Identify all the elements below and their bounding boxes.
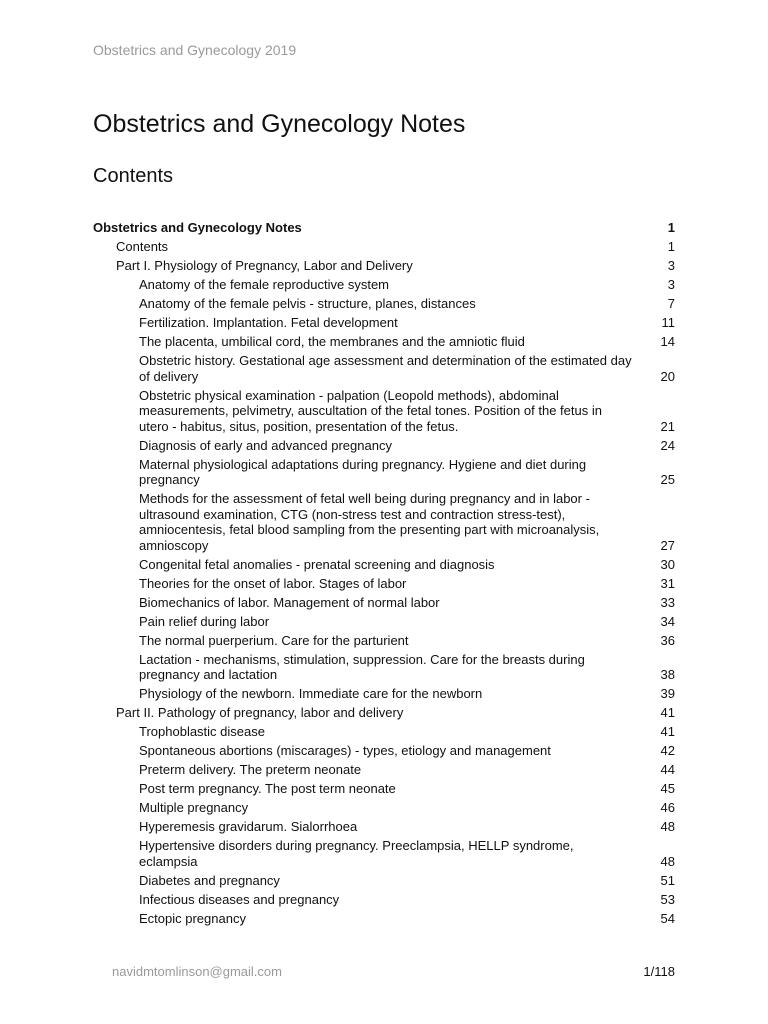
toc-entry-title: Part II. Pathology of pregnancy, labor and delivery [116,705,404,720]
toc-entry[interactable] [93,438,675,454]
toc-entry[interactable] [93,239,675,255]
toc-entry-title: The normal puerperium. Care for the parturient [139,632,409,648]
toc-entry-page-number: 21 [660,418,675,434]
contents-heading: Contents [93,165,174,187]
toc-entry-title: Obstetrics and Gynecology Notes [93,220,302,235]
toc-entry-page-number: 46 [660,800,675,815]
toc-entry-page-number: 25 [660,472,675,487]
toc-entry-title: Part I. Physiology of Pregnancy, Labor and Delivery [116,258,413,273]
toc-entry-page-number: 11 [661,315,675,330]
toc-entry-page-number: 3 [667,277,675,292]
toc-entry-title: Hypertensive disorders during pregnancy. Preeclampsia, HELLP syndrome, eclampsia [139,838,574,869]
toc-entry[interactable] [93,892,675,908]
toc-entry-title: Infectious diseases and pregnancy [139,891,340,907]
toc-entry[interactable] [93,614,675,630]
running-header: Obstetrics and Gynecology 2019 [93,42,297,58]
toc-entry[interactable] [93,686,675,702]
toc-entry[interactable] [93,277,675,293]
toc-entry-page-number: 45 [660,781,675,796]
toc-entry-page-number: 41 [660,705,675,720]
toc-entry-page-number: 48 [660,853,675,869]
toc-entry-title: Pain relief during labor [139,613,270,629]
toc-entry[interactable] [93,724,675,740]
toc-entry-page-number: 1 [667,239,675,254]
document-title: Obstetrics and Gynecology Notes [93,110,466,138]
toc-entry-page-number: 3 [667,258,675,273]
toc-entry-page-number: 42 [660,743,675,758]
toc-entry[interactable] [93,220,675,236]
toc-entry-page-number: 41 [660,724,675,739]
toc-entry-title: Physiology of the newborn. Immediate care for the newborn [139,686,483,701]
toc-entry[interactable] [93,873,675,889]
toc-entry-page-number: 1 [667,220,675,235]
toc-entry-page-number: 24 [660,437,675,453]
toc-entry-title: Anatomy of the female pelvis - structure, planes, distances [139,296,476,311]
toc-entry[interactable] [93,353,675,384]
toc-entry[interactable] [93,557,675,573]
toc-entry-page-number: 39 [660,686,675,701]
toc-entry[interactable] [93,595,675,611]
toc-entry[interactable] [93,388,675,435]
toc-entry[interactable] [93,315,675,331]
toc-entry[interactable] [93,743,675,759]
toc-entry-title: Contents [116,239,169,254]
toc-entry-page-number: 34 [660,613,675,629]
toc-entry-title: Obstetric history. Gestational age assessment and determination of the estimated day of delivery [139,353,632,384]
toc-entry-page-number: 27 [660,537,675,553]
toc-entry-title: Post term pregnancy. The post term neonate [139,781,396,796]
toc-entry-page-number: 38 [660,667,675,682]
toc-entry-title: Diagnosis of early and advanced pregnancy [139,437,392,453]
toc-entry[interactable] [93,258,675,274]
toc-entry-page-number: 7 [667,296,675,311]
toc-entry[interactable] [93,800,675,816]
toc-entry-title: Congenital fetal anomalies - prenatal screening and diagnosis [139,556,495,572]
toc-entry-title: Hyperemesis gravidarum. Sialorrhoea [139,819,358,834]
footer-page-indicator: 1/118 [643,964,675,979]
toc-entry-title: Lactation - mechanisms, stimulation, suppression. Care for the breasts during pregnancy and lactation [139,651,585,682]
footer-email: navidmtomlinson@gmail.com [112,964,282,979]
toc-entry[interactable] [93,705,675,721]
toc-entry-page-number: 33 [660,594,675,610]
toc-entry[interactable] [93,838,675,869]
toc-entry-page-number: 54 [660,910,675,926]
toc-entry-title: Ectopic pregnancy [139,910,246,926]
toc-entry-title: Multiple pregnancy [139,800,249,815]
toc-entry[interactable] [93,334,675,350]
toc-entry-title: Theories for the onset of labor. Stages of labor [139,575,407,591]
toc-entry[interactable] [93,457,675,488]
toc-entry[interactable] [93,296,675,312]
toc-entry[interactable] [93,762,675,778]
table-of-contents [93,220,675,930]
toc-entry-page-number: 20 [660,368,675,384]
toc-entry-page-number: 30 [660,556,675,572]
toc-entry[interactable] [93,911,675,927]
toc-entry-page-number: 48 [660,819,675,834]
toc-entry-page-number: 31 [660,575,675,591]
toc-entry-title: The placenta, umbilical cord, the membranes and the amniotic fluid [139,334,525,349]
toc-entry-title: Methods for the assessment of fetal well being during pregnancy and in labor - ultrasound examination, CTG (non-stress test and contraction stress-test), amniocentesis, fetal blood sampling from the presenting part with microanalysis, amnioscopy [139,491,600,553]
toc-entry[interactable] [93,491,675,553]
toc-entry-page-number: 51 [660,872,675,888]
toc-entry-title: Diabetes and pregnancy [139,872,280,888]
toc-entry[interactable] [93,781,675,797]
toc-entry-title: Maternal physiological adaptations during pregnancy. Hygiene and diet during pregnancy [139,456,587,487]
toc-entry[interactable] [93,819,675,835]
toc-entry-page-number: 44 [660,762,675,777]
toc-entry-page-number: 53 [660,891,675,907]
toc-entry[interactable] [93,633,675,649]
toc-entry-title: Anatomy of the female reproductive system [139,277,390,292]
toc-entry-title: Trophoblastic disease [139,724,265,739]
toc-entry[interactable] [93,576,675,592]
toc-entry[interactable] [93,652,675,683]
toc-entry-title: Biomechanics of labor. Management of normal labor [139,594,440,610]
toc-entry-page-number: 14 [660,334,675,349]
toc-entry-title: Spontaneous abortions (miscarages) - types, etiology and management [139,743,551,758]
toc-entry-title: Preterm delivery. The preterm neonate [139,762,362,777]
toc-entry-title: Fertilization. Implantation. Fetal development [139,315,398,330]
toc-entry-page-number: 36 [660,632,675,648]
toc-entry-title: Obstetric physical examination - palpation (Leopold methods), abdominal measurements, pelvimetry, auscultation of the fetal tones. Position of the fetus in utero - habitus, situs, position, presentation of the fetus. [139,387,602,434]
